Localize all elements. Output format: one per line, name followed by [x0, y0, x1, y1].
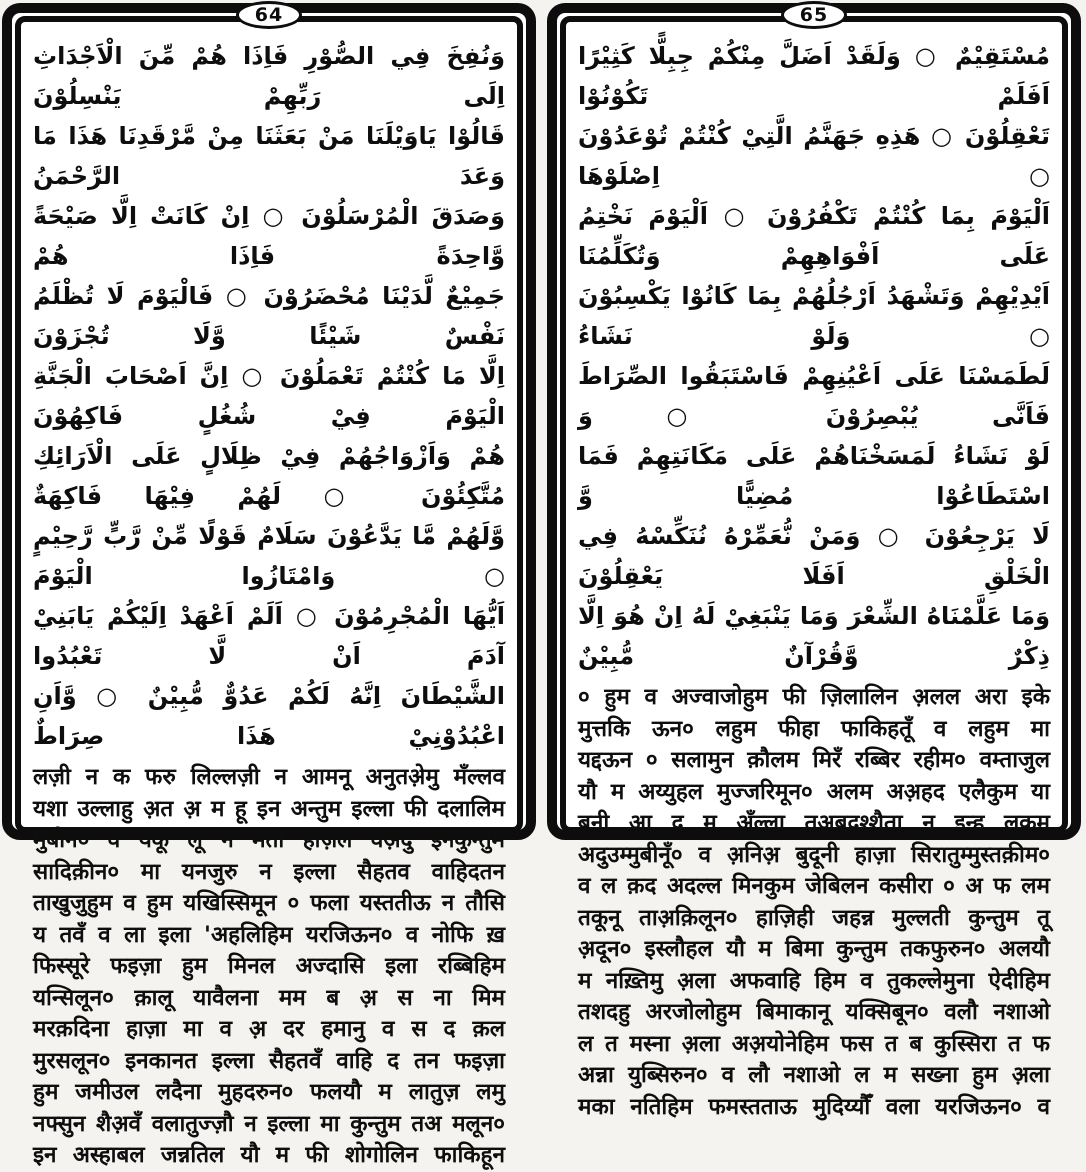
hindi-line: मुत्तकि ऊन० लहुम फीहा फाकिहतूँ व लहुम मा [578, 715, 1050, 742]
hindi-line: व ल क़द अदल्ल मिनकुम जेबिलन कसीरा ० अ फ लम [578, 873, 1050, 899]
arabic-line: مُسْتَقِيْمٌ ○ وَلَقَدْ اَضَلَّ مِنْكُمْ جِبِلًّا كَثِيْرًا اَفَلَمْ تَكُوْنُوْا [578, 42, 1050, 110]
arabic-line: لَوْ نَشَاءُ لَمَسَخْنَاهُمْ عَلَى مَكَانَتِهِمْ فَمَا اسْتَطَاعُوْا مُضِيًّا وَّ [578, 442, 1050, 510]
arabic-line: هُمْ وَاَزْوَاجُهُمْ فِيْ ظِلَالٍ عَلَى الْاَرَائِكِ مُتَّكِئُوْنَ ○ لَهُمْ فِيْهَا فَاكِهَةٌ [33, 442, 505, 510]
arabic-line: جَمِيْعٌ لَّدَيْنَا مُحْضَرُوْنَ ○ فَالْيَوْمَ لَا تُظْلَمُ نَفْسٌ شَيْئًا وَّلَا تُجْزَوْنَ [33, 282, 505, 350]
hindi-line: म नख़्तिमु अ़ला अफवाहि हिम व तुकल्लेमुना ऐदीहिम [578, 967, 1050, 994]
hindi-line: यौ म अय्युहल मुज्जरिमून० अलम अअ़हद एलैकुम या [578, 778, 1050, 805]
arabic-line: اَلْيَوْمَ بِمَا كُنْتُمْ تَكْفُرُوْنَ ○ اَلْيَوْمَ نَخْتِمُ عَلَى اَفْوَاهِهِمْ وَتُكَلِّمُنَا [578, 202, 1050, 270]
arabic-text-block [33, 36, 505, 756]
page-number: 65 [799, 4, 829, 26]
arabic-text-block [578, 36, 1050, 676]
arabic-line: وَصَدَقَ الْمُرْسَلُوْنَ ○ اِنْ كَانَتْ اِلَّا صَيْحَةً وَّاحِدَةً فَاِذَا هُمْ [33, 202, 505, 270]
hindi-line: मुरसलून० इनकानत इल्ला सैहतवँ वाहि द तन फइज़ा [33, 1047, 505, 1074]
hindi-line: मका नतिहिम फमस्तताऊ मुदिय्यौँ वला यरजिऊन० व [578, 1093, 1050, 1120]
arabic-line: لَا يَرْجِعُوْنَ ○ وَمَنْ نُّعَمِّرْهُ نُنَكِّسْهُ فِي الْخَلْقِ اَفَلَا يَعْقِلُوْنَ [578, 522, 1050, 590]
page-65-frame [560, 16, 1068, 1120]
page-number: 64 [254, 4, 284, 26]
page-number-badge [781, 1, 847, 29]
hindi-line: हुम जमीउल लदैना मुहदरुन० फलयौ म लातुज़ लमु [33, 1079, 505, 1105]
arabic-line: اَيْدِيْهِمْ وَتَشْهَدُ اَرْجُلُهُمْ بِمَا كَانُوْا يَكْسِبُوْنَ ○ وَلَوْ نَشَاءُ [578, 282, 1050, 350]
hindi-line: ० हुम व अज्वाजोहुम फी ज़िलालिन अ़लल अरा इके [578, 684, 1050, 710]
hindi-line: ल त मस्ना अ़ला अअ़योनेहिम फस त ब कुस्सिरा त फ [578, 1030, 1050, 1057]
hindi-line: बनी आ द म अँल्ला तअ़बुदुश्शैता न इन्हू लकुम [578, 810, 1050, 836]
hindi-line: लज़ी न क फरु लिल्लज़ी न आमनू अनुतअ़ेमु मँल्लव [33, 764, 505, 790]
page-64-frame [15, 16, 523, 1168]
page-number-badge [236, 1, 302, 29]
hindi-line: मरक़दिना हाज़ा मा व अ़ दर हमानु व स द क़ल [33, 1016, 505, 1042]
arabic-line: وَمَا عَلَّمْنَاهُ الشِّعْرَ وَمَا يَنْبَغِيْ لَهُ اِنْ هُوَ اِلَّا ذِكْرٌ وَّقُرْآنٌ مُّبِيْنٌ [578, 602, 1050, 670]
arabic-line: وَنُفِخَ فِي الصُّوْرِ فَاِذَا هُمْ مِّنَ الْاَجْدَاثِ اِلَى رَبِّهِمْ يَنْسِلُوْنَ [33, 42, 505, 110]
hindi-transliteration-block [33, 762, 505, 1172]
hindi-line: अन्ना युब्सिरुन० व लौ नशाओ ल म सख्ना हुम अ़ला [578, 1062, 1050, 1088]
hindi-line: यशा उल्लाहु अ़त अ़ म हू इन अन्तुम इल्ला फी दलालिम [33, 795, 505, 822]
arabic-line: قَالُوْا يَاوَيْلَنَا مَنْ بَعَثَنَا مِنْ مَّرْقَدِنَا هَذَا مَا وَعَدَ الرَّحْمَنُ [33, 122, 505, 190]
hindi-line: फिस्सूरे फइज़ा हुम मिनल अज्दासि इला रब्बिहिम [33, 953, 505, 979]
hindi-line: नफ्सुन शैअ़वँ वलातुज्ज़ौ न इल्ला मा कुन्तुम तअ मलून० [33, 1110, 505, 1137]
hindi-line: यन्सिलून० क़ालू यावैलना मम ब अ़ स ना मिम [33, 984, 505, 1011]
hindi-line: ताखुजुहुम व हुम यखिस्सिमून ० फला यस्ततीऊ न तौसि [33, 890, 505, 916]
page-65 [547, 3, 1081, 1120]
hindi-line: अदुउम्मुबीनूँ० व अ़निअ़ बुदूनी हाज़ा सिरातुम्मुस्तक़ीम० [578, 841, 1050, 868]
arabic-line: الشَّيْطَانَ اِنَّهُ لَكُمْ عَدُوٌّ مُّبِيْنٌ ○ وَّاَنِ اعْبُدُوْنِيْ هَذَا صِرَاطٌ [33, 682, 505, 750]
arabic-line: تَعْقِلُوْنَ ○ هَذِهِ جَهَنَّمُ الَّتِيْ كُنْتُمْ تُوْعَدُوْنَ ○ اِصْلَوْهَا [578, 122, 1050, 190]
hindi-line: इन अस्हाबल जन्नतिल यौ म फी शोगोलिन फाकिहून [33, 1142, 505, 1168]
arabic-line: اِلَّا مَا كُنْتُمْ تَعْمَلُوْنَ ○ اِنَّ اَصْحَابَ الْجَنَّةِ الْيَوْمَ فِيْ شُغُلٍ فَاكِهُوْنَ [33, 362, 505, 430]
hindi-line: तकूनू ताअ़क़िलून० हाज़िही जहन्न मुल्लती कुन्तुम तू [578, 904, 1050, 931]
hindi-line: तशदहु अरजोलोहुम बिमाकानू यक्सिबून० वलौ नशाओ [578, 999, 1050, 1025]
hindi-line: अ़दून० इस्लौहल यौ म बिमा कुन्तुम तकफुरुन० अलयौ [578, 936, 1050, 962]
arabic-line: لَطَمَسْنَا عَلَى اَعْيُنِهِمْ فَاسْتَبَقُوا الصِّرَاطَ فَاَنَّى يُبْصِرُوْنَ ○ وَ [578, 362, 1050, 430]
hindi-line: यद्दऊन ० सलामुन क़ौलम मिरँ रब्बिर रहीम० वम्ताजुल [578, 747, 1050, 773]
hindi-transliteration-block [578, 682, 1050, 1123]
hindi-line: य तवँ व ला इला 'अहलिहिम यरजिऊन० व नोफि ख़ [33, 921, 505, 948]
hindi-line: मुबीन० व यकू लू न मता हाज़ल वअ़दु इनकुन्तुम [33, 827, 505, 853]
hindi-line: सादिक़ीन० मा यनजुरु न इल्ला सैहतव वाहिदतन [33, 858, 505, 885]
arabic-line: وَّلَهُمْ مَّا يَدَّعُوْنَ سَلَامٌ قَوْلًا مِّنْ رَّبٍّ رَّحِيْمٍ ○ وَامْتَازُوا الْيَوْمَ [33, 522, 505, 590]
arabic-line: اَيُّهَا الْمُجْرِمُوْنَ ○ اَلَمْ اَعْهَدْ اِلَيْكُمْ يَابَنِيْ آدَمَ اَنْ لَّا تَعْبُدُوا [33, 602, 505, 670]
page-64 [2, 3, 536, 1168]
